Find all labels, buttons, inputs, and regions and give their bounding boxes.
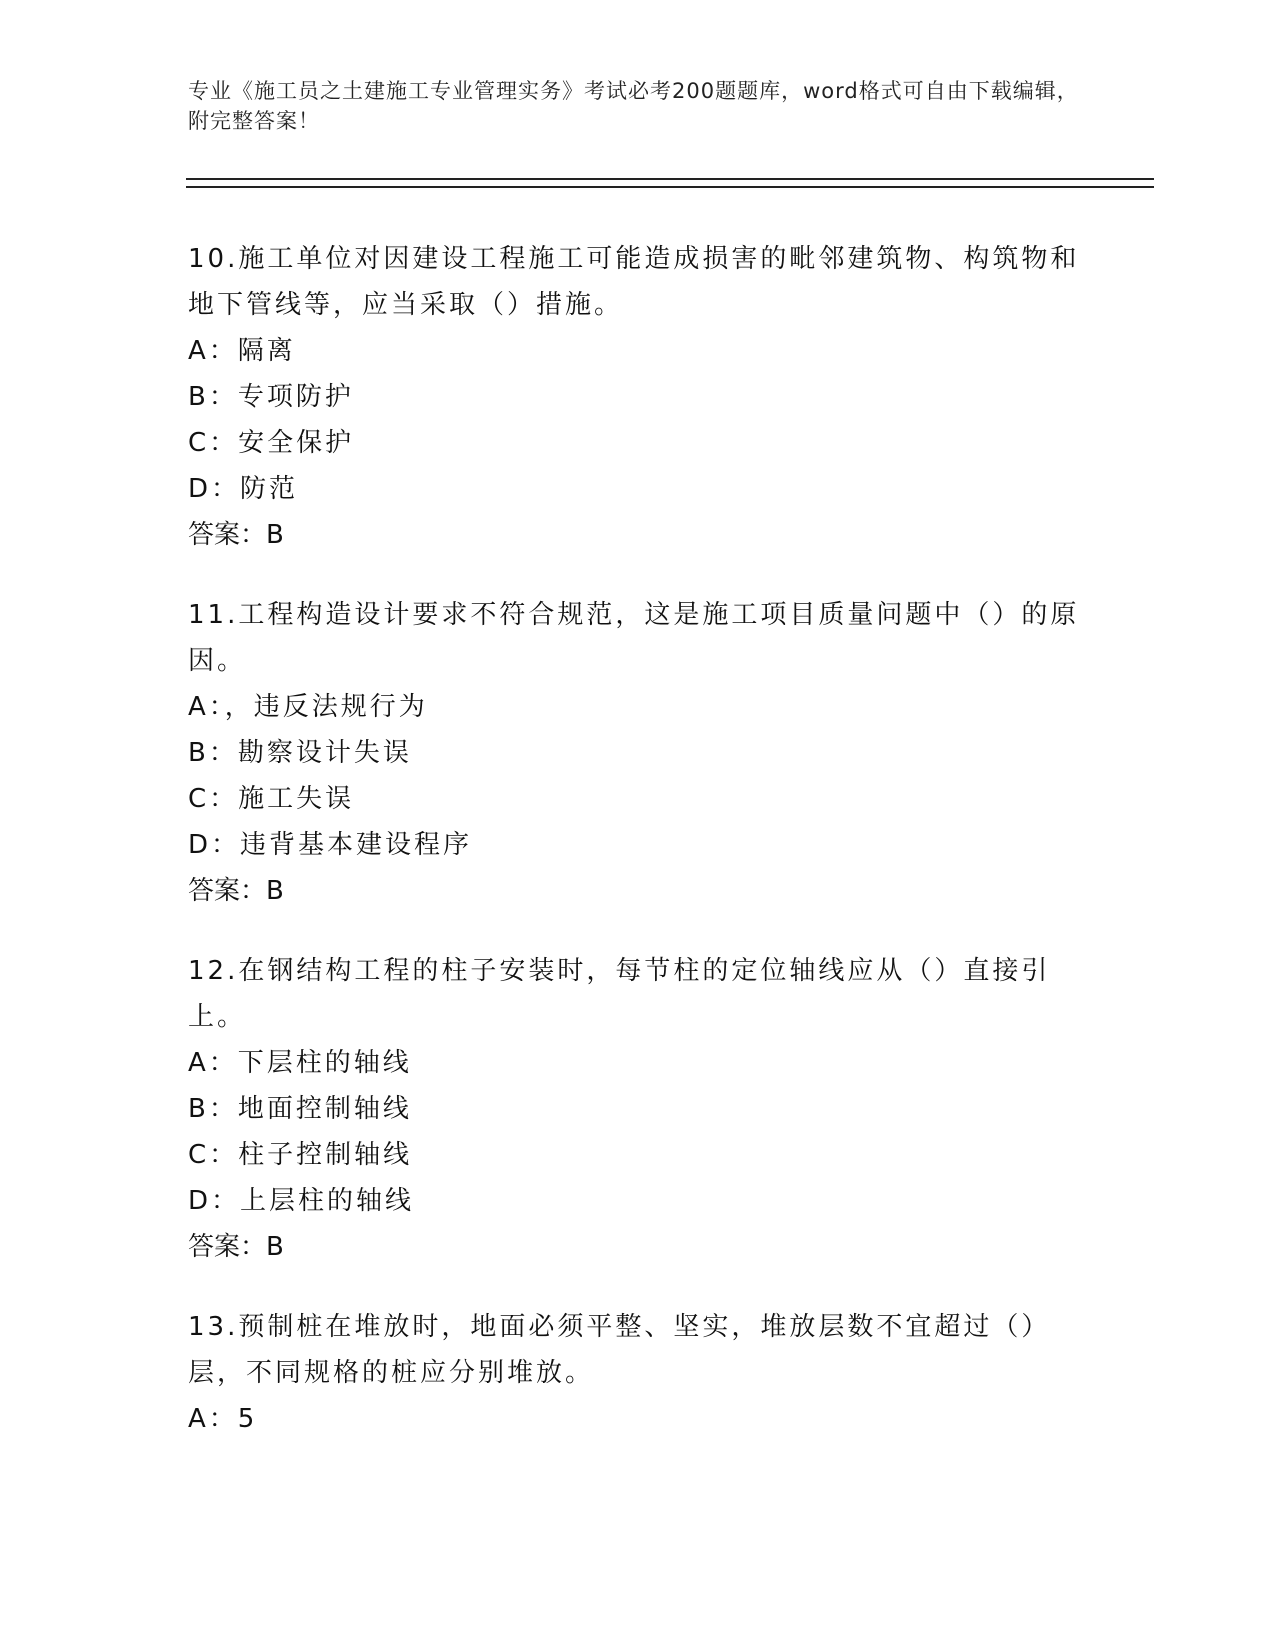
answer-line (188, 1224, 1088, 1270)
option-c: C：施工失误 (188, 784, 355, 814)
document-intro: 专业《施工员之土建施工专业管理实务》考试必考200题题库，word格式可自由下载编辑，附完整答案！ (188, 79, 1079, 133)
option-b: B：专项防护 (188, 382, 354, 412)
answer-label: 答案： (188, 520, 267, 550)
answer-value: B (266, 520, 284, 550)
answer-value: B (266, 876, 284, 906)
option-a: A：下层柱的轴线 (188, 1048, 412, 1078)
option-d: D：防范 (188, 474, 299, 504)
option-d: D：违背基本建设程序 (188, 830, 473, 860)
option-d: D：上层柱的轴线 (188, 1186, 415, 1216)
option-b: B：勘察设计失误 (188, 738, 412, 768)
option-c: C：安全保护 (188, 428, 355, 458)
question-12 (188, 948, 1088, 1270)
question-stem: 13.预制桩在堆放时，地面必须平整、坚实，堆放层数不宜超过（）层，不同规格的桩应分别堆放。 (188, 1312, 1051, 1388)
answer-label: 答案： (188, 876, 267, 906)
option-c: C：柱子控制轴线 (188, 1140, 413, 1170)
question-stem: 11.工程构造设计要求不符合规范，这是施工项目质量问题中（）的原因。 (188, 600, 1080, 676)
answer-label: 答案： (188, 1232, 267, 1262)
header-double-rule (186, 178, 1154, 188)
option-a: A：5 (188, 1404, 258, 1434)
option-b: B：地面控制轴线 (188, 1094, 412, 1124)
option-a: A：隔离 (188, 336, 296, 366)
question-13 (188, 1304, 1088, 1442)
question-10 (188, 236, 1088, 558)
option-a: A：，违反法规行为 (188, 692, 428, 722)
question-list (188, 236, 1088, 1476)
question-stem: 12.在钢结构工程的柱子安装时，每节柱的定位轴线应从（）直接引上。 (188, 956, 1051, 1032)
question-11 (188, 592, 1088, 914)
answer-line (188, 868, 1088, 914)
answer-value: B (266, 1232, 284, 1262)
answer-line (188, 512, 1088, 558)
question-stem: 10.施工单位对因建设工程施工可能造成损害的毗邻建筑物、构筑物和地下管线等，应当采取（）措施。 (188, 244, 1080, 320)
